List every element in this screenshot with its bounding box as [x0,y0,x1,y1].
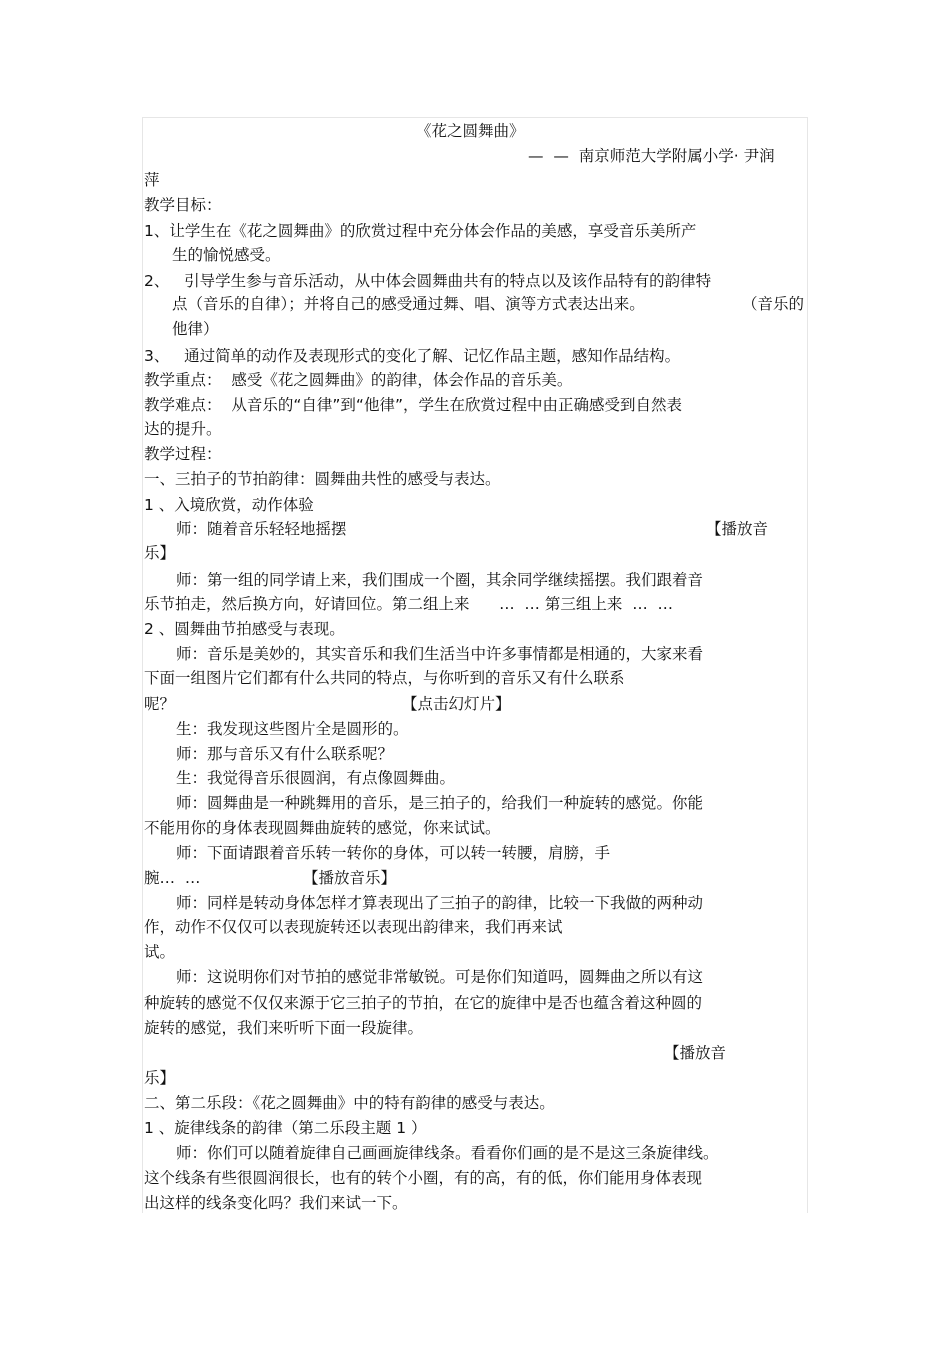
teacher-line-7: 师：同样是转动身体怎样才算表现出了三拍子的韵律，比较一下我做的两种动 [176,894,704,912]
goal-2-cont2: 他律） [172,320,219,338]
goal-2: 2、 引导学生参与音乐活动，从中体会圆舞曲共有的特点以及该作品特有的韵律特 [144,272,712,290]
section-1-2: 2 、圆舞曲节拍感受与表现。 [144,620,345,638]
teacher-line-1: 师：随着音乐轻轻地摇摆 [176,520,347,538]
student-line-1: 生：我发现这些图片全是圆形的。 [176,720,409,738]
play-music-tag: 【播放音 [706,520,769,538]
play-music-tag-3-end: 乐】 [144,1069,176,1087]
teacher-line-4: 师：那与音乐又有什么联系呢？ [176,745,394,763]
section-1-1: 1 、入境欣赏，动作体验 [144,496,314,514]
section-2: 二、第二乐段：《花之圆舞曲》中的特有韵律的感受与表达。 [144,1094,555,1112]
goals-heading: 教学目标： [144,196,222,214]
teacher-line-7-cont: 作，动作不仅仅可以表现旋转还以表现出韵律来，我们再来试 [144,918,563,936]
teacher-line-2: 师：第一组的同学请上来，我们围成一个圈，其余同学继续摇摆。我们跟着音 [176,571,704,589]
teacher-line-5-cont: 不能用你的身体表现圆舞曲旋转的感觉，你来试试。 [144,819,501,837]
goal-1-cont: 生的愉悦感受。 [172,246,281,264]
play-music-tag-2: 【播放音乐】 [303,869,397,887]
difficulty-cont: 达的提升。 [144,420,222,438]
author-line-end: 萍 [144,171,160,189]
goal-2-cont: 点（音乐的自律）；并将自己的感受通过舞、唱、演等方式表达出来。 [172,295,645,313]
teacher-line-9-cont: 这个线条有些很圆润很长，也有的转个小圈，有的高，有的低，你们能用身体表现 [144,1169,703,1187]
difficulty: 教学难点： 从音乐的“自律”到“他律”，学生在欣赏过程中由正确感受到自然表 [144,396,682,414]
teacher-line-5: 师：圆舞曲是一种跳舞用的音乐，是三拍子的，给我们一种旋转的感觉。你能 [176,794,704,812]
document-title: 《花之圆舞曲》 [416,122,525,140]
goal-2-cont-end: （音乐的 [742,295,805,313]
teacher-line-9-cont2: 出这样的线条变化吗？我们来试一下。 [144,1194,408,1212]
teacher-line-8: 师：这说明你们对节拍的感觉非常敏锐。可是你们知道吗，圆舞曲之所以有这 [176,968,704,986]
teacher-line-3-cont2: 呢？ [144,695,176,713]
author-line: — — 南京师范大学附属小学· 尹润 [528,147,775,165]
process-heading: 教学过程： [144,445,222,463]
teacher-line-8-cont: 种旋转的感觉不仅仅来源于它三拍子的节拍，在它的旋律中是否也蕴含着这种圆的 [144,994,703,1012]
teacher-line-3: 师：音乐是美妙的，其实音乐和我们生活当中许多事情都是相通的，大家来看 [176,645,704,663]
student-line-2: 生：我觉得音乐很圆润，有点像圆舞曲。 [176,769,456,787]
teacher-line-6-cont: 腕… … [144,869,201,887]
goal-1: 1、让学生在《花之圆舞曲》的欣赏过程中充分体会作品的美感，享受音乐美所产 [144,222,697,240]
teacher-line-3-cont: 下面一组图片它们都有什么共同的特点，与你听到的音乐又有什么联系 [144,669,625,687]
teacher-line-7-cont2: 试。 [144,943,176,961]
teacher-line-6: 师：下面请跟着音乐转一转你的身体，可以转一转腰，肩膀，手 [176,844,611,862]
teacher-line-9: 师：你们可以随着旋律自己画画旋律线条。看看你们画的是不是这三条旋律线。 [176,1144,719,1162]
slide-tag: 【点击幻灯片】 [402,695,511,713]
teacher-line-8-cont2: 旋转的感觉，我们来听听下面一段旋律。 [144,1019,424,1037]
key-point: 教学重点： 感受《花之圆舞曲》的韵律，体会作品的音乐美。 [144,371,573,389]
section-2-1: 1 、旋律线条的韵律（第二乐段主题 1 ） [144,1119,427,1137]
section-1: 一、三拍子的节拍韵律：圆舞曲共性的感受与表达。 [144,470,501,488]
teacher-line-2-cont: 乐节拍走，然后换方向，好请回位。第二组上来 … … 第三组上来 … … [144,595,674,613]
play-music-tag-3: 【播放音 [664,1044,727,1062]
goal-3: 3、 通过简单的动作及表现形式的变化了解、记忆作品主题，感知作品结构。 [144,347,681,365]
play-music-tag-end: 乐】 [144,544,176,562]
